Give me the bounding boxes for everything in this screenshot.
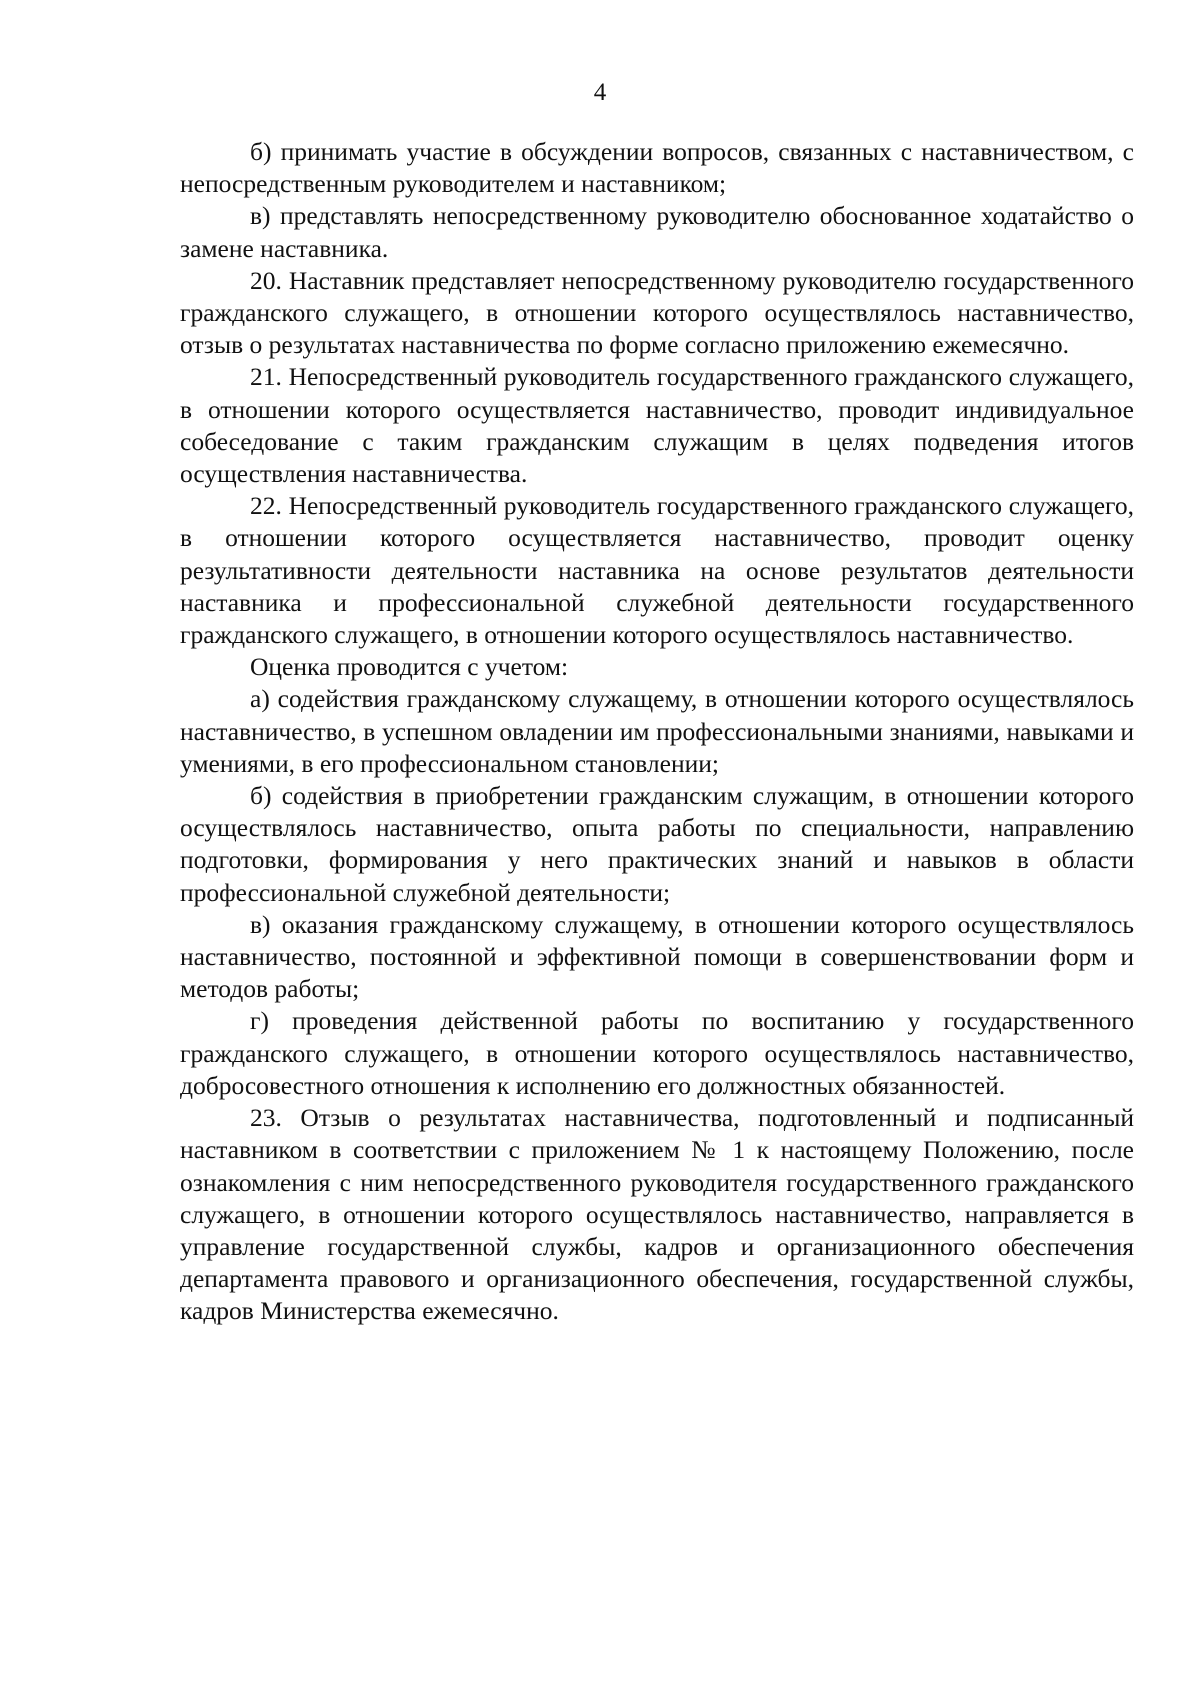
page-number: 4 bbox=[593, 79, 607, 106]
paragraph-criterion-v: в) оказания гражданскому служащему, в отношении которого осуществлялось наставничество, постоянной и эффективной помощи в совершенствовании форм и методов работы; bbox=[180, 909, 1134, 1004]
document-body bbox=[180, 136, 1134, 1328]
paragraph-item-v-petition: в) представлять непосредственному руководителю обоснованное ходатайство о замене наставника. bbox=[180, 201, 1134, 263]
paragraph-criterion-b: б) содействия в приобретении гражданским служащим, в отношении которого осуществлялось наставничество, опыта работы по специальности, направлению подготовки, формирования у него практических знаний и навыков в области профессиональной служебной деятельности; bbox=[180, 781, 1134, 907]
paragraph-criterion-a: а) содействия гражданскому служащему, в отношении которого осуществлялось наставничество, в успешном овладении им профессиональными знаниями, навыками и умениями, в его профессиональном становлении; bbox=[180, 684, 1134, 778]
paragraph-20-review: 20. Наставник представляет непосредственному руководителю государственного гражданского служащего, в отношении которого осуществлялось наставничество, отзыв о результатах наставничества по форме согласно приложению ежемесячно. bbox=[180, 265, 1134, 360]
paragraph-criterion-g: г) проведения действенной работы по воспитанию у государственного гражданского служащего, в отношении которого осуществлялось наставничество, добросовестного отношения к исполнению его должностных обязанностей. bbox=[180, 1006, 1134, 1100]
paragraph-21-interview: 21. Непосредственный руководитель государственного гражданского служащего, в отношении которого осуществляется наставничество, проводит индивидуальное собеседование с таким гражданским служащим в целях подведения итогов осуществления наставничества. bbox=[180, 362, 1134, 489]
paragraph-23-submission: 23. Отзыв о результатах наставничества, подготовленный и подписанный наставником в соответствии с приложением № 1 к настоящему Положению, после ознакомления с ним непосредственного руководителя государственного гражданского служащего, в отношении которого осуществлялось наставничество, направляется в управление государственной службы, кадров и организационного обеспечения департамента правового и организационного обеспечения, государственной службы, кадров Министерства ежемесячно. bbox=[180, 1103, 1134, 1326]
paragraph-evaluation-criteria-intro: Оценка проводится с учетом: bbox=[250, 652, 569, 682]
paragraph-item-b-participate: б) принимать участие в обсуждении вопросов, связанных с наставничеством, с непосредственным руководителем и наставником; bbox=[180, 137, 1134, 199]
paragraph-22-evaluation: 22. Непосредственный руководитель государственного гражданского служащего, в отношении которого осуществляется наставничество, проводит оценку результативности деятельности наставника на основе результатов деятельности наставника и профессиональной служебной деятельности государственного гражданского служащего, в отношении которого осуществлялось наставничество. bbox=[180, 491, 1134, 650]
